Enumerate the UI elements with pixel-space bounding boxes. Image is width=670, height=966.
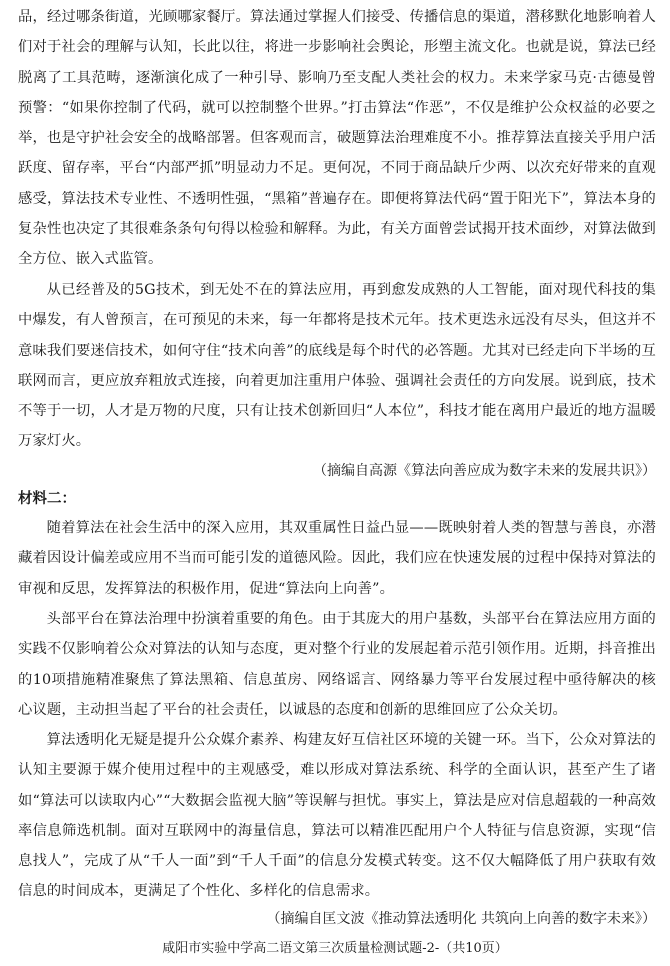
material1-paragraph-continued: 品，经过哪条街道，光顾哪家餐厅。算法通过掌握人们接受、传播信息的渠道，潜移默化地影响着人们对于社会的理解与认知，长此以往，将进一步影响社会舆论，形塑主流文化。也就是说，算法已经脱离了工具范畴，逐渐演化成了一种引导、影响乃至支配人类社会的权力。未来学家马克·古德曼曾预警：“如果你控制了代码，就可以控制整个世界。”打击算法“作恶”，不仅是维护公众权益的必要之举，也是守护社会安全的战略部署。但客观而言，破题算法治理难度不小。推荐算法直接关乎用户活跃度、留存率，平台“内部严抓”明显动力不足。更何况，不同于商品缺斤少两、以次充好带来的直观感受，算法技术专业性、不透明性强，“黑箱”普遍存在。即便将算法代码“置于阳光下”，算法本身的复杂性也决定了其很难条条句句得以检验和解释。为此，有关方面曾尝试揭开技术面纱，对算法做到全方位、嵌入式监管。 [18,9,656,268]
material2-source: （摘编自匡文波《推动算法透明化 共筑向上向善的数字未来》） [266,911,656,927]
material1-paragraph-5g: 从已经普及的5G技术，到无处不在的算法应用，再到愈发成熟的人工智能，面对现代科技的集中爆发，有人曾预言，在可预见的未来，每一年都将是技术元年。技术更迭永远没有尽头，但这并不意味我们要迷信技术，如何守住“技术向善”的底线是每个时代的必答题。尤其对已经走向下半场的互联网而言，更应放弃粗放式连接，向着更加注重用户体验、强调社会责任的方向发展。说到底，技术不等于一切，人才是万物的尺度，只有让技术创新回归“人本位”，科技才能在离用户最近的地方温暖万家灯火。 [18,282,656,450]
material2-paragraph-1: 随着算法在社会生活中的深入应用，其双重属性日益凸显——既映射着人类的智慧与善良，亦潜藏着因设计偏差或应用不当而可能引发的道德风险。因此，我们应在快速发展的过程中保持对算法的审视和反思，发挥算法的积极作用，促进“算法向上向善”。 [18,520,656,597]
material2-paragraph-3: 算法透明化无疑是提升公众媒介素养、构建友好互信社区环境的关键一环。当下，公众对算法的认知主要源于媒介使用过程中的主观感受，难以形成对算法系统、科学的全面认识，甚至产生了诸如“算法可以读取内心”“大数据会监视大脑”等误解与担忧。事实上，算法是应对信息超载的一种高效率信息筛选机制。面对互联网中的海量信息，算法可以精准匹配用户个人特征与信息资源，实现“信息找人”，完成了从“千人一面”到“千人千面”的信息分发模式转变。这不仅大幅降低了用户获取有效信息的时间成本，更满足了个性化、多样化的信息需求。 [18,732,656,900]
material2-paragraph-2: 头部平台在算法治理中扮演着重要的角色。由于其庞大的用户基数，头部平台在算法应用方面的实践不仅影响着公众对算法的认知与态度，更对整个行业的发展起着示范引领作用。近期，抖音推出的10项措施精准聚焦了算法黑箱、信息茧房、网络谣言、网络暴力等平台发展过程中亟待解决的核心议题，主动担当起了平台的社会责任，以诚恳的态度和创新的思维回应了公众关切。 [18,611,656,718]
page-footer: 咸阳市实验中学高二语文第三次质量检测试题-2-（共10页） [162,941,508,956]
material2-heading: 材料二： [18,491,76,507]
material1-source: （摘编自高源《算法向善应成为数字未来的发展共识》） [313,463,656,479]
